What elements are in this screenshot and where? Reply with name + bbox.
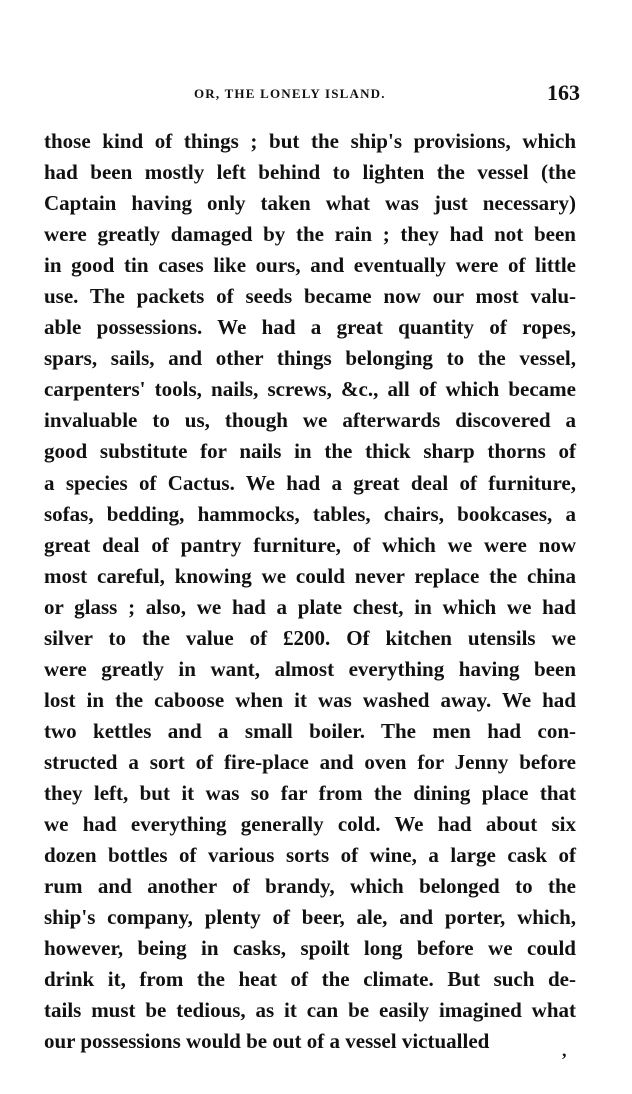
text-line: use. The packets of seeds became now our most valu- xyxy=(44,284,576,309)
text-line: sofas, bedding, hammocks, tables, chairs, bookcases, a xyxy=(44,501,576,526)
text-line: silver to the value of £200. Of kitchen utensils we xyxy=(44,625,576,650)
text-line: lost in the caboose when it was washed away. We had xyxy=(44,687,576,712)
running-head xyxy=(44,80,580,108)
text-line: we had everything generally cold. We had about six xyxy=(44,812,576,837)
text-line: spars, sails, and other things belonging to the vessel, xyxy=(44,346,576,371)
text-line: or glass ; also, we had a plate chest, in which we had xyxy=(44,594,576,619)
text-line: good substitute for nails in the thick sharp thorns of xyxy=(44,439,576,464)
text-line: drink it, from the heat of the climate. But such de- xyxy=(44,967,576,992)
page-number: 163 xyxy=(547,80,580,105)
text-line: rum and another of brandy, which belonged to the xyxy=(44,874,576,899)
text-line: two kettles and a small boiler. The men had con- xyxy=(44,718,576,743)
text-line: invaluable to us, though we afterwards discovered a xyxy=(44,408,576,433)
text-line: ship's company, plenty of beer, ale, and porter, which, xyxy=(44,905,576,930)
text-line: carpenters' tools, nails, screws, &c., all of which became xyxy=(44,377,576,402)
text-line: dozen bottles of various sorts of wine, a large cask of xyxy=(44,843,576,868)
text-line: those kind of things ; but the ship's provisions, which xyxy=(44,129,576,153)
text-line: were greatly damaged by the rain ; they had not been xyxy=(44,222,576,247)
text-line: most careful, knowing we could never replace the china xyxy=(44,563,576,588)
text-line: a species of Cactus. We had a great deal of furniture, xyxy=(44,470,576,495)
text-line: able possessions. We had a great quantity of ropes, xyxy=(44,315,576,340)
body-text xyxy=(44,126,576,1057)
text-line: were greatly in want, almost everything having been xyxy=(44,656,576,681)
text-line: in good tin cases like ours, and eventually were of little xyxy=(44,253,576,278)
text-line: structed a sort of fire-place and oven for Jenny before xyxy=(44,749,576,774)
text-line: Captain having only taken what was just necessary) xyxy=(44,191,576,216)
text-line: our possessions would be out of a vessel victualled xyxy=(44,1029,490,1054)
text-line: great deal of pantry furniture, of which we were now xyxy=(44,532,576,557)
running-title: OR, THE LONELY ISLAND. xyxy=(194,86,386,101)
text-line: tails must be tedious, as it can be easily imagined what xyxy=(44,998,576,1023)
text-line: had been mostly left behind to lighten the vessel (the xyxy=(44,160,576,185)
text-line: they left, but it was so far from the dining place that xyxy=(44,780,576,805)
text-line: however, being in casks, spoilt long before we could xyxy=(44,936,576,961)
trailing-comma: , xyxy=(562,1040,567,1060)
